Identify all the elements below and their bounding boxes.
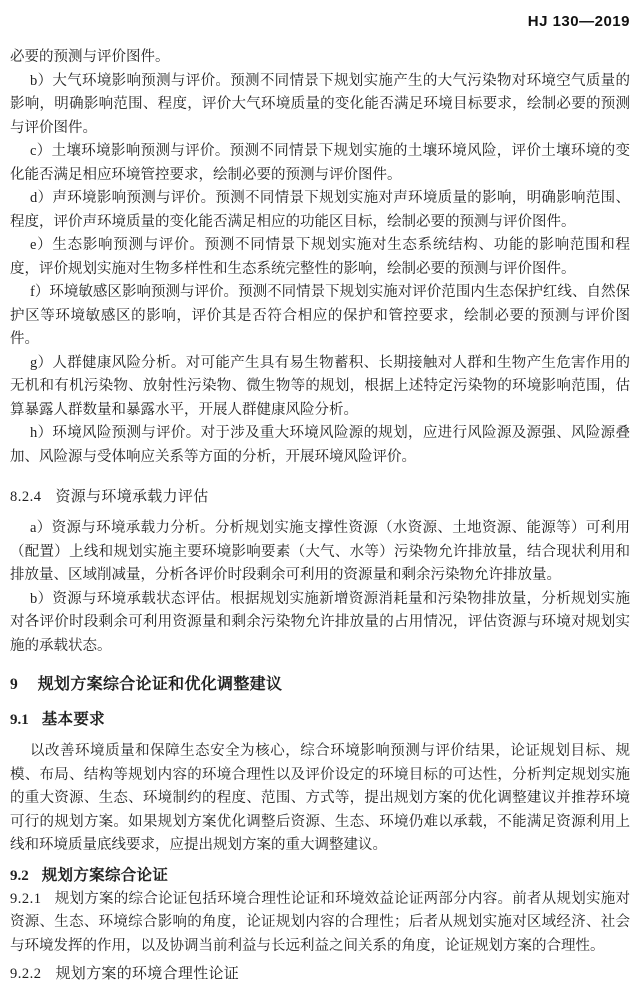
list-item-g-health-risk: g）人群健康风险分析。对可能产生具有易生物蓄积、长期接触对人群和生物产生危害作用的无机和有机污染物、放射性污染物、微生物等的规划，根据上述特定污染物的环境影响范围，估算暴露人群数量和暴露水平，开展人群健康风险分析。 — [10, 354, 630, 418]
heading-9-number: 9 — [10, 676, 18, 693]
heading-9 — [10, 672, 630, 698]
clause-9-2-1-text: 规划方案的综合论证包括环境合理性论证和环境效益论证两部分内容。前者从规划实施对资源、生态、环境综合影响的角度，论证规划内容的合理性；后者从规划实施对区域经济、社会与环境发挥的作用，以及协调当前利益与长远利益之间关系的角度，论证规划方案的合理性。 — [10, 890, 630, 954]
heading-9-2-2-number: 9.2.2 — [10, 966, 42, 982]
heading-9-1 — [10, 708, 630, 732]
list-item-b-air: b）大气环境影响预测与评价。预测不同情景下规划实施产生的大气污染物对环境空气质量的影响，明确影响范围、程度，评价大气环境质量的变化能否满足环境目标要求，绘制必要的预测与评价图件。 — [10, 72, 630, 136]
list-item-f-sensitive-area: f）环境敏感区影响预测与评价。预测不同情景下规划实施对评价范围内生态保护红线、自然保护区等环境敏感区的影响，评价其是否符合相应的保护和管控要求，绘制必要的预测与评价图件。 — [10, 284, 630, 347]
clause-9-2-1-number: 9.2.1 — [10, 890, 42, 907]
heading-8-2-4-title: 资源与环境承载力评估 — [55, 488, 209, 505]
page-header — [10, 0, 630, 30]
list-item-e-ecology: e）生态影响预测与评价。预测不同情景下规划实施对生态系统结构、功能的影响范围和程度，评价规划实施对生物多样性和生态系统完整性的影响，绘制必要的预测与评价图件。 — [10, 237, 630, 277]
clause-9-2-1 — [10, 888, 630, 959]
doc-number: HJ 130—2019 — [527, 13, 630, 30]
heading-9-2 — [10, 864, 630, 888]
list-item-c-soil: c）土壤环境影响预测与评价。预测不同情景下规划实施的土壤环境风险，评价土壤环境的变化能否满足相应环境管控要求，绘制必要的预测与评价图件。 — [10, 143, 630, 183]
heading-9-2-title: 规划方案综合论证 — [41, 866, 169, 884]
paragraph-9-1-body: 以改善环境质量和保障生态安全为核心，综合环境影响预测与评价结果，论证规划目标、规模、布局、结构等规划内容的环境合理性以及评价设定的环境目标的可达性，分析判定规划实施的重大资源、生态、环境制约的程度、范围、方式等，提出规划方案的优化调整建议并推荐环境可行的规划方案。如果规划方案优化调整后资源、生态、环境仍难以承载，不能满足资源利用上线和环境质量底线要求，应提出规划方案的重大调整建议。 — [10, 743, 630, 853]
heading-9-2-2-title: 规划方案的环境合理性论证 — [55, 965, 240, 982]
heading-9-1-number: 9.1 — [10, 712, 29, 728]
heading-9-2-2 — [10, 962, 630, 986]
list-item-h-env-risk: h）环境风险预测与评价。对于涉及重大环境风险源的规划，应进行风险源及源强、风险源叠加、风险源与受体响应关系等方面的分析，开展环境风险评价。 — [10, 425, 630, 465]
page-content — [10, 46, 630, 986]
heading-8-2-4-number: 8.2.4 — [10, 489, 42, 505]
paragraph-continuation: 必要的预测与评价图件。 — [10, 49, 170, 65]
heading-9-1-title: 基本要求 — [41, 711, 105, 728]
list-item-a-capacity-analysis: a）资源与环境承载力分析。分析规划实施支撑性资源（水资源、土地资源、能源等）可利用（配置）上线和规划实施主要环境影响要素（大气、水等）污染物允许排放量，结合现状利用和排放量、区域削减量，分析各评价时段剩余可利用的资源量和剩余污染物允许排放量。 — [10, 520, 630, 583]
heading-9-title: 规划方案综合论证和优化调整建议 — [37, 676, 283, 693]
list-item-d-noise: d）声环境影响预测与评价。预测不同情景下规划实施对声环境质量的影响，明确影响范围、程度，评价声环境质量的变化能否满足相应的功能区目标，绘制必要的预测与评价图件。 — [10, 190, 630, 230]
heading-9-2-number: 9.2 — [10, 867, 29, 884]
list-item-b-capacity-state: b）资源与环境承载状态评估。根据规划实施新增资源消耗量和污染物排放量，分析规划实施对各评价时段剩余可利用资源量和剩余污染物允许排放量的占用情况，评估资源与环境对规划实施的承载状态。 — [10, 590, 630, 654]
heading-8-2-4 — [10, 485, 630, 509]
